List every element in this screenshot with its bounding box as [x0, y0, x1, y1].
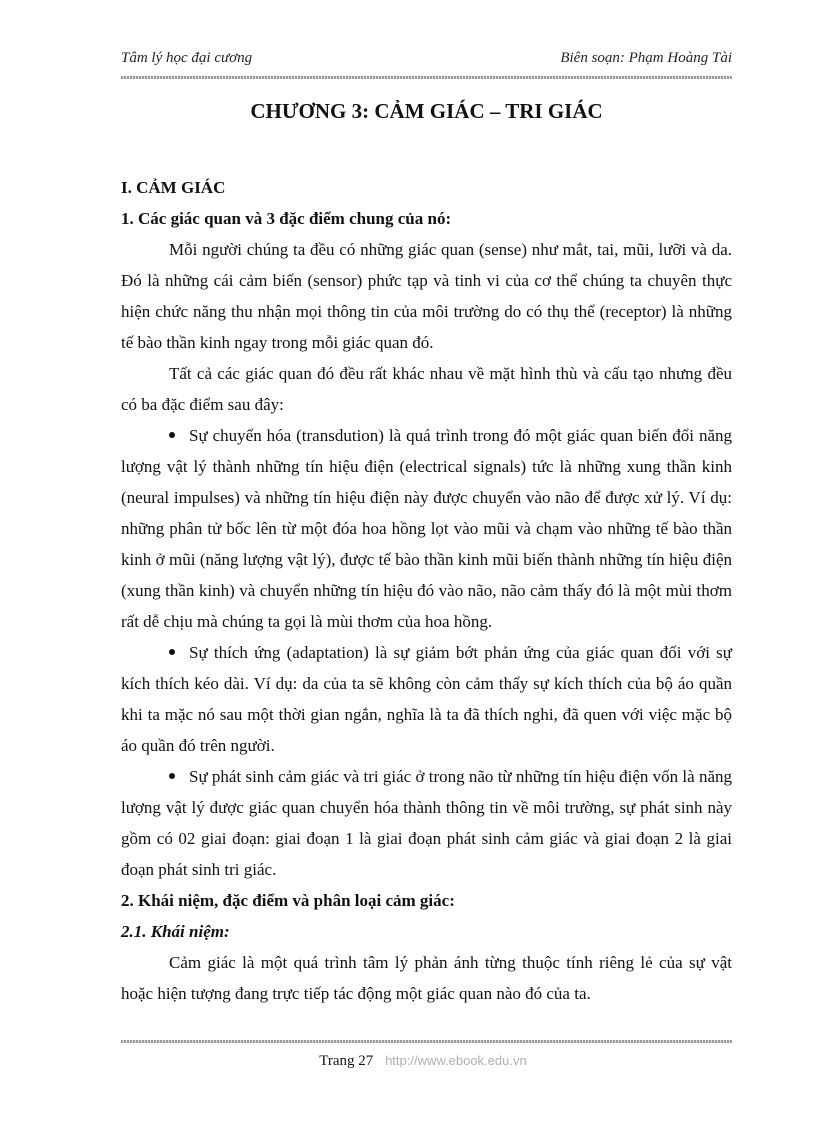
header-course-title: Tâm lý học đại cương [121, 50, 253, 66]
bullet-transduction [121, 420, 732, 637]
bullet-text: Sự thích ứng (adaptation) là sự giảm bớt phản ứng của giác quan đối với sự kích thích kéo dài. Ví dụ: da của ta sẽ không còn cảm thấy sự kích thích của bộ áo quần khi ta mặc nó sau một thời gian ngắn, nghĩa là ta đã thích nghi, đã quen với việc mặc bộ áo quần đó trên người. [121, 643, 732, 755]
website-link[interactable]: http://www.ebook.edu.vn [385, 1053, 527, 1068]
document-body [121, 172, 732, 1009]
bullet-text: Sự chuyển hóa (transdution) là quá trình trong đó một giác quan biến đổi năng lượng vật lý thành những tín hiệu điện (electrical signals) tức là những xung thần kinh (neural impulses) và những tín hiệu điện này được chuyển vào não để được xử lý. Ví dụ: những phân tử bốc lên từ một đóa hoa hồng lọt vào mũi và chạm vào những tế bào thần kinh ở mũi (năng lượng vật lý), được tế bào thần kinh mũi biến thành những tín hiệu điện (xung thần kinh) và chuyển những tín hiệu đó vào não, não cảm thấy đó là một mùi thơm rất dễ chịu mà chúng ta gọi là mùi thơm của hoa hồng. [121, 426, 732, 631]
bullet-adaptation [121, 637, 732, 761]
paragraph-definition: Cảm giác là một quá trình tâm lý phản ánh từng thuộc tính riêng lẻ của sự vật hoặc hiện tượng đang trực tiếp tác động một giác quan nào đó của ta. [121, 953, 732, 1003]
bullet-icon [169, 432, 175, 438]
section-heading: I. CẢM GIÁC [121, 178, 226, 197]
header-author: Biên soạn: Phạm Hoàng Tài [560, 50, 732, 66]
bullet-icon [169, 773, 175, 779]
subsection-heading-1: 1. Các giác quan và 3 đặc điểm chung của nó: [121, 209, 452, 228]
bullet-icon [169, 649, 175, 655]
paragraph-features-intro: Tất cả các giác quan đó đều rất khác nhau về mặt hình thù và cấu tạo nhưng đều có ba đặc điểm sau đây: [121, 364, 732, 414]
subsubsection-heading: 2.1. Khái niệm: [121, 922, 230, 941]
running-header [121, 50, 732, 67]
subsection-heading-2: 2. Khái niệm, đặc điểm và phân loại cảm giác: [121, 891, 455, 910]
chapter-title: CHƯƠNG 3: CẢM GIÁC – TRI GIÁC [250, 99, 603, 123]
header-divider [121, 76, 732, 79]
paragraph-senses: Mỗi người chúng ta đều có những giác quan (sense) như mắt, tai, mũi, lưỡi và da. Đó là những cái cảm biến (sensor) phức tạp và tinh vi của cơ thể chúng ta chuyên thực hiện chức năng thu nhận mọi thông tin của môi trường do có thụ thể (receptor) là những tế bào thần kinh ngay trong mỗi giác quan đó. [121, 240, 732, 352]
bullet-perception [121, 761, 732, 885]
footer-divider [121, 1040, 732, 1043]
page-number: Trang 27 [319, 1053, 374, 1069]
bullet-text: Sự phát sinh cảm giác và tri giác ở trong não từ những tín hiệu điện vốn là năng lượng vật lý được giác quan chuyển hóa thành thông tin về môi trường, sự phát sinh này gồm có 02 giai đoạn: giai đoạn 1 là giai đoạn phát sinh cảm giác và giai đoạn 2 là giai đoạn phát sinh tri giác. [121, 767, 732, 879]
page-footer [0, 1053, 816, 1070]
